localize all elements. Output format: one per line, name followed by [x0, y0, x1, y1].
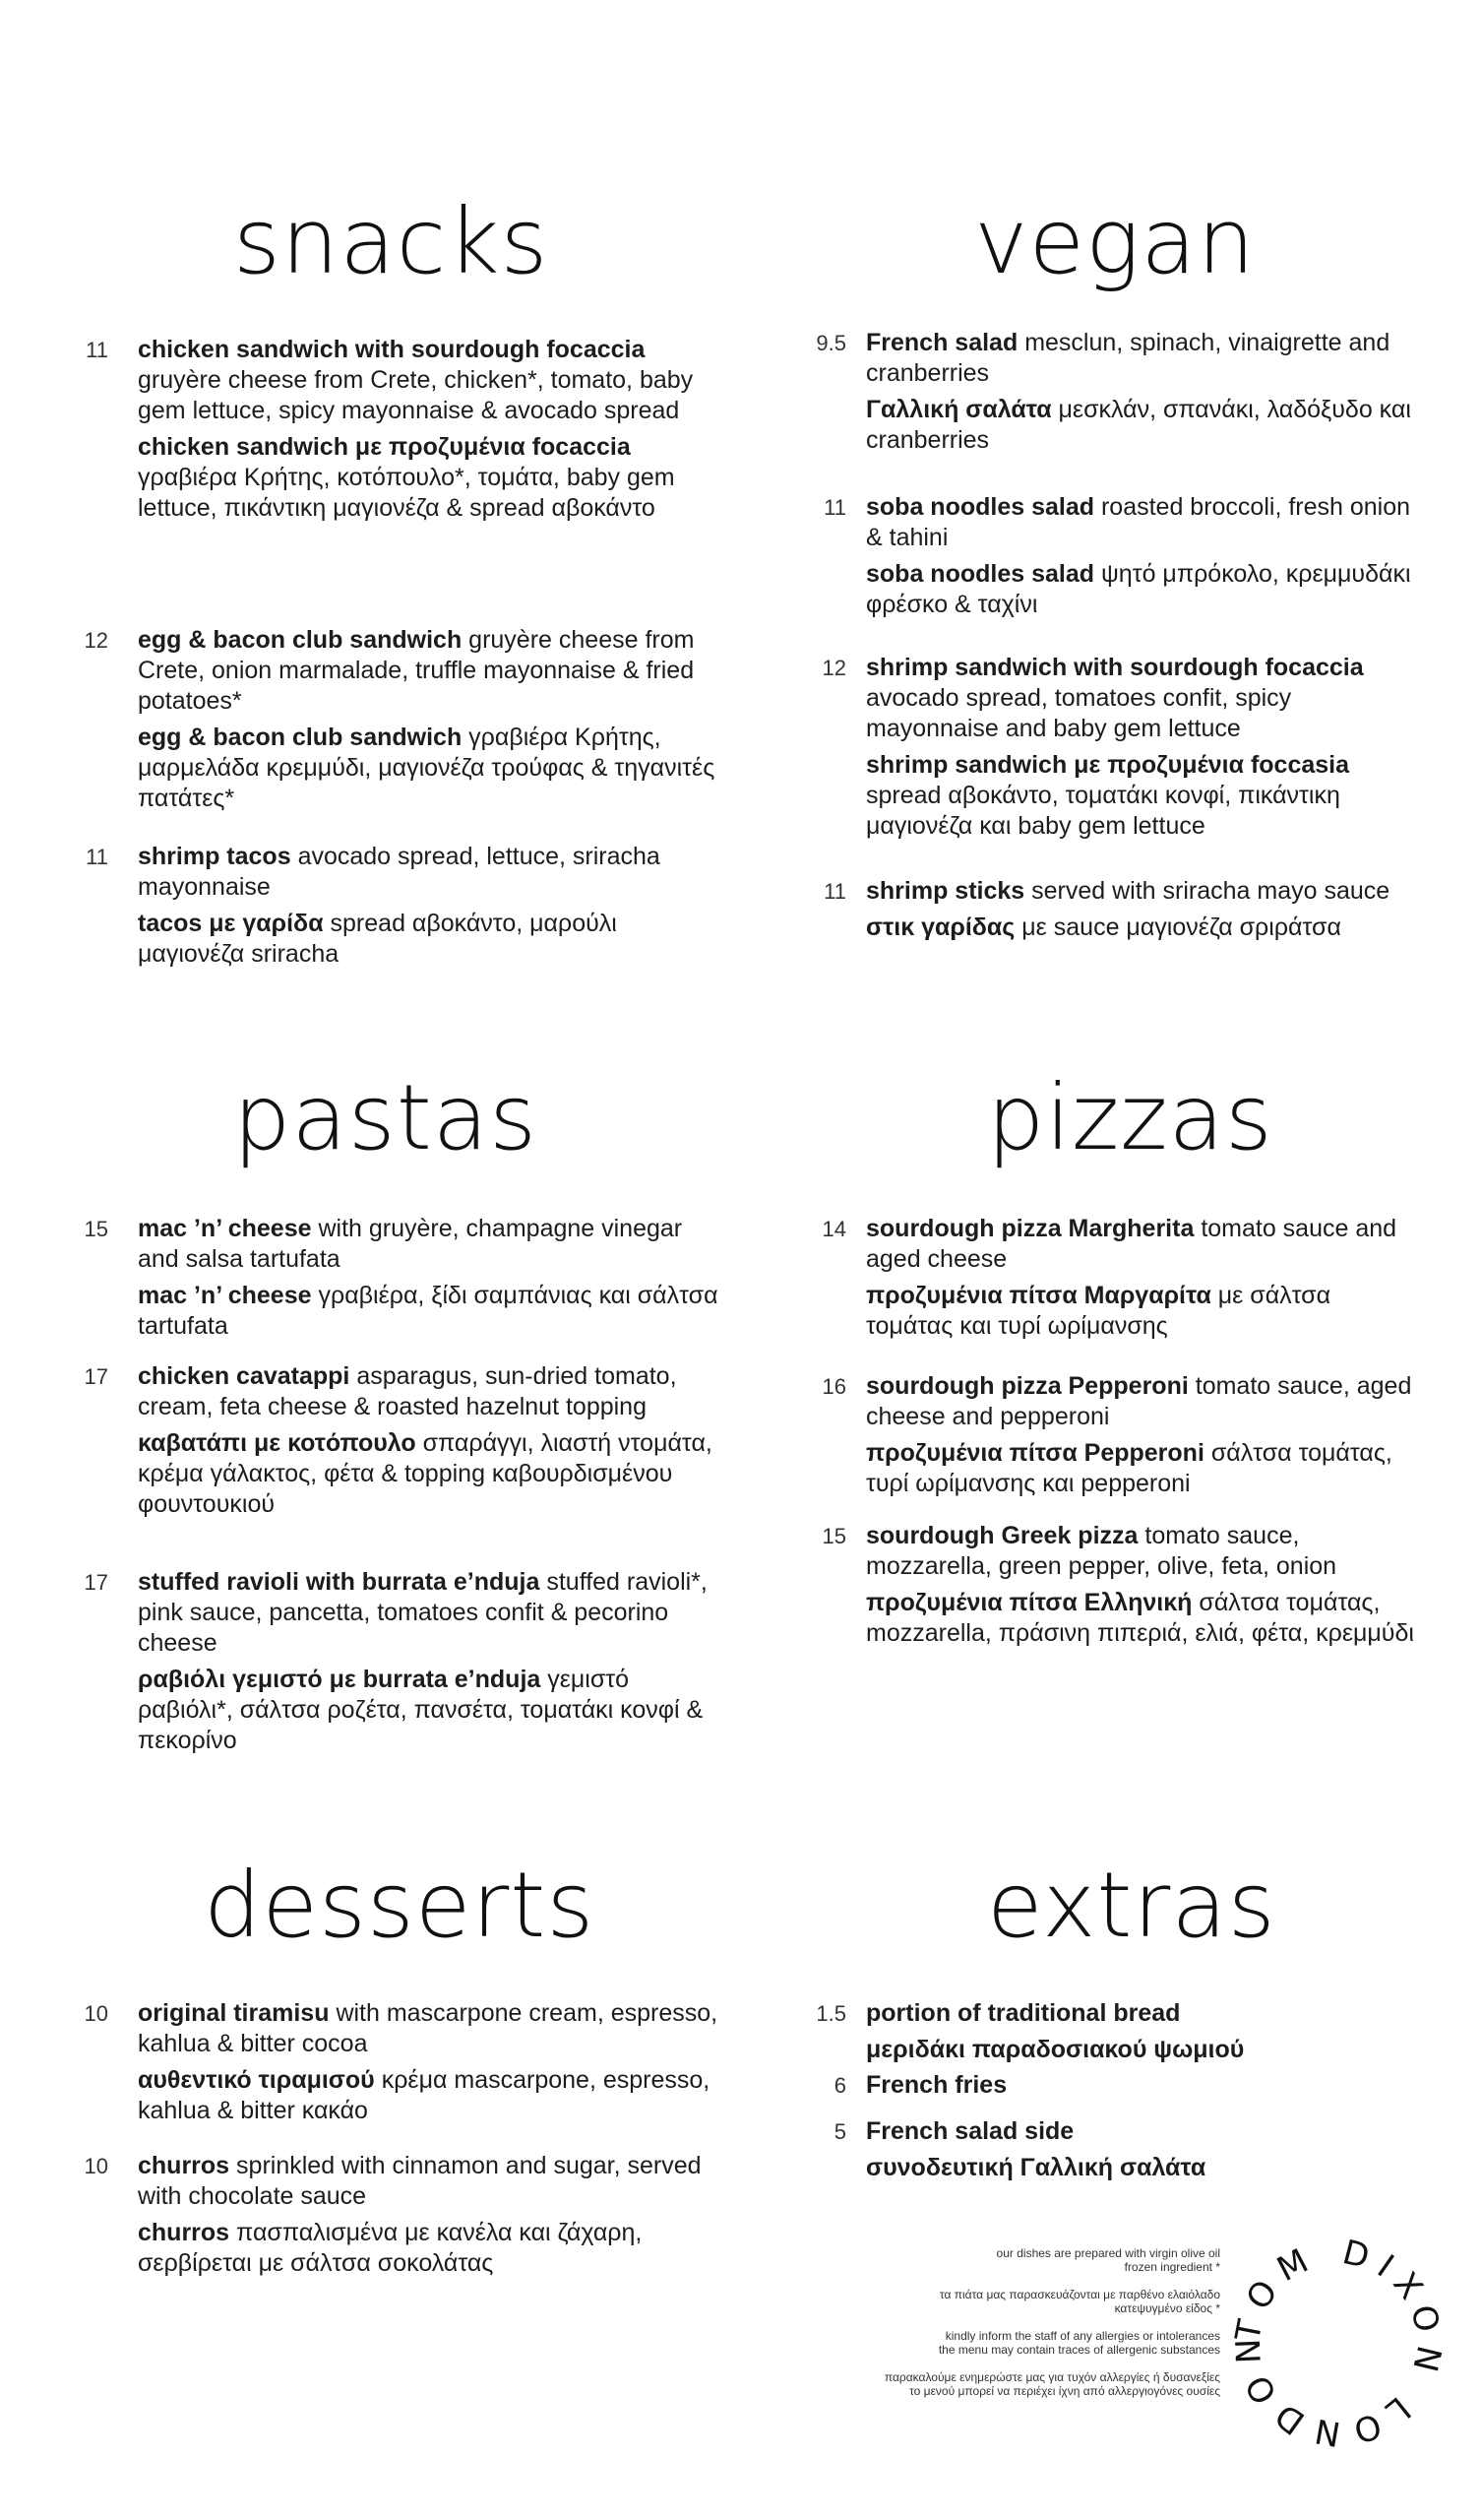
item-desc-en: gruyère cheese from Crete, onion marmalade, truffle mayonnaise & fried potatoes* [138, 626, 695, 715]
item-name-en: sourdough pizza Pepperoni [866, 1372, 1189, 1400]
item-name-en: stuffed ravioli with burrata e’nduja [138, 1568, 540, 1596]
item-name-en: sourdough Greek pizza [866, 1522, 1139, 1549]
item-name-gr: egg & bacon club sandwich [138, 724, 463, 751]
item-desc-gr: πασπαλισμένα με κανέλα και ζάχαρη, σερβίρεται με σάλτσα σοκολάτας [138, 2219, 643, 2277]
item-price: 17 [84, 1364, 108, 1389]
item-desc-en: avocado spread, tomatoes confit, spicy mayonnaise and baby gem lettuce [866, 684, 1292, 742]
item-name-en: French fries [866, 2071, 1008, 2099]
item-name-gr: shrimp sandwich με προζυμένια foccasia [866, 751, 1350, 779]
item-name-gr: mac ’n’ cheese [138, 1282, 312, 1309]
item-name-en: French salad side [866, 2117, 1075, 2145]
vegan-title: vegan [974, 189, 1256, 294]
item-name-gr: μεριδάκι παραδοσιακού ψωμιού [866, 2036, 1245, 2063]
note-line: our dishes are prepared with virgin olive oil [996, 2246, 1220, 2260]
pizzas-title: pizzas [987, 1065, 1273, 1170]
item-desc-en: roasted broccoli, fresh onion & tahini [866, 493, 1411, 551]
item-desc-gr: γεμιστό ραβιόλι*, σάλτσα ροζέτα, πανσέτα, τοματάκι κονφί & πεκορίνο [138, 1666, 704, 1754]
item-price: 12 [84, 628, 108, 653]
note-line: κατεψυγμένο είδος * [1114, 2301, 1220, 2315]
item-name-gr: tacos με γαρίδα [138, 910, 324, 937]
item-name-en: churros [138, 2152, 230, 2179]
note-line: kindly inform the staff of any allergies or intolerances [945, 2329, 1220, 2343]
item-name-en: egg & bacon club sandwich [138, 626, 463, 654]
item-price: 10 [84, 2001, 108, 2026]
item-name-gr: προζυμένια πίτσα Pepperoni [866, 1439, 1204, 1467]
item-price: 11 [824, 495, 846, 520]
item-desc-gr: γραβιέρα Κρήτης, μαρμελάδα κρεμμύδι, μαγιονέζα τρούφας & τηγανιτές πατάτες* [138, 724, 715, 812]
item-name-gr: ραβιόλι γεμιστό με burrata e’nduja [138, 1666, 541, 1693]
item-name-gr: συνοδευτική Γαλλική σαλάτα [866, 2154, 1206, 2181]
item-price: 15 [822, 1524, 846, 1548]
item-desc-en: tomato sauce and aged cheese [866, 1215, 1397, 1273]
item-desc-en: asparagus, sun-dried tomato, cream, feta cheese & roasted hazelnut topping [138, 1362, 677, 1420]
item-desc-gr: ψητό μπρόκολο, κρεμμυδάκι φρέσκο & ταχίνι [866, 560, 1411, 618]
item-price: 1.5 [816, 2001, 846, 2026]
svg-text:TOM DIXON LONDON [1228, 2233, 1449, 2453]
item-name-en: shrimp tacos [138, 843, 291, 870]
note-line: παρακαλούμε ενημερώστε μας για τυχόν αλλεργίες ή δυσανεξίες [884, 2370, 1220, 2384]
item-desc-en: tomato sauce, aged cheese and pepperoni [866, 1372, 1412, 1430]
item-desc-gr: σπαράγγι, λιαστή ντομάτα, κρέμα γάλακτος, φέτα & topping καβουρδισμένου φουντουκιού [138, 1429, 712, 1518]
item-price: 5 [834, 2119, 846, 2144]
item-desc-en: stuffed ravioli*, pink sauce, pancetta, tomatoes confit & pecorino cheese [138, 1568, 708, 1657]
item-desc-gr: με σάλτσα τομάτας και τυρί ωρίμανσης [866, 1282, 1331, 1340]
item-desc-gr: spread αβοκάντο, τοματάκι κονφί, πικάντικη μαγιονέζα και baby gem lettuce [866, 782, 1340, 840]
item-name-en: portion of traditional bread [866, 1999, 1181, 2027]
item-desc-en: with mascarpone cream, espresso, kahlua & bitter cocoa [138, 1999, 718, 2057]
item-desc-gr: σάλτσα τομάτας, τυρί ωρίμανσης και pepperoni [866, 1439, 1392, 1497]
item-name-gr: προζυμένια πίτσα Μαργαρίτα [866, 1282, 1211, 1309]
note-3 [768, 2329, 1220, 2357]
extras-title: extras [987, 1853, 1276, 1958]
item-name-en: chicken cavatappi [138, 1362, 350, 1390]
note-line: the menu may contain traces of allergenic substances [938, 2343, 1220, 2357]
tom-dixon-london-logo [1220, 2225, 1456, 2461]
item-desc-gr: με sauce μαγιονέζα σριράτσα [1021, 914, 1341, 941]
item-desc-en: with gruyère, champagne vinegar and salsa tartufata [138, 1215, 683, 1273]
item-desc-gr: γραβιέρα Κρήτης, κοτόπουλο*, τομάτα, baby gem lettuce, πικάντικη μαγιονέζα & spread αβοκάντο [138, 464, 675, 522]
note-line: frozen ingredient * [1124, 2260, 1220, 2274]
item-desc-en: tomato sauce, mozzarella, green pepper, olive, feta, onion [866, 1522, 1337, 1580]
item-name-en: soba noodles salad [866, 493, 1095, 521]
item-name-en: original tiramisu [138, 1999, 330, 2027]
item-name-gr: soba noodles salad [866, 560, 1095, 588]
item-price: 11 [86, 338, 108, 362]
item-name-gr: αυθεντικό τιραμισού [138, 2066, 375, 2094]
item-price: 17 [84, 1570, 108, 1595]
item-price: 6 [834, 2073, 846, 2098]
note-line: τα πιάτα μας παρασκευάζονται με παρθένο ελαιόλαδο [939, 2288, 1220, 2301]
item-price: 11 [86, 845, 108, 869]
item-name-gr: στικ γαρίδας [866, 914, 1016, 941]
pastas-title: pastas [233, 1065, 538, 1170]
item-price: 11 [824, 879, 846, 904]
notes [768, 2246, 1220, 2412]
desserts-title: desserts [204, 1853, 595, 1958]
item-name-en: shrimp sticks [866, 877, 1025, 905]
item-desc-gr: μεσκλάν, σπανάκι, λαδόξυδο και cranberries [866, 396, 1411, 454]
item-name-gr: chicken sandwich με προζυμένια focaccia [138, 433, 631, 461]
item-name-en: chicken sandwich with sourdough focaccia [138, 336, 646, 363]
note-1 [768, 2246, 1220, 2274]
item-name-en: shrimp sandwich with sourdough focaccia [866, 654, 1364, 681]
item-name-gr: Γαλλική σαλάτα [866, 396, 1052, 423]
item-price: 16 [822, 1374, 846, 1399]
item-desc-gr: σάλτσα τομάτας, mozzarella, πράσινη πιπεριά, ελιά, φέτα, κρεμμύδι [866, 1589, 1414, 1647]
item-desc-gr: γραβιέρα, ξίδι σαμπάνιας και σάλτσα tartufata [138, 1282, 718, 1340]
logo-text: TOM DIXON LONDON [1228, 2233, 1450, 2454]
item-desc-en: gruyère cheese from Crete, chicken*, tomato, baby gem lettuce, spicy mayonnaise & avocado spread [138, 366, 694, 424]
item-price: 15 [84, 1217, 108, 1241]
item-name-gr: churros [138, 2219, 230, 2246]
item-desc-gr: spread αβοκάντο, μαρούλι μαγιονέζα sriracha [138, 910, 617, 968]
item-name-gr: καβατάπι με κοτόπουλο [138, 1429, 416, 1457]
note-2 [768, 2288, 1220, 2315]
item-desc-gr: κρέμα mascarpone, espresso, kahlua & bitter κακάο [138, 2066, 710, 2124]
snacks-title: snacks [233, 189, 549, 294]
item-desc-en: sprinkled with cinnamon and sugar, served with chocolate sauce [138, 2152, 702, 2210]
item-desc-en: served with sriracha mayo sauce [1031, 877, 1390, 905]
item-name-en: French salad [866, 329, 1019, 356]
item-name-en: sourdough pizza Margherita [866, 1215, 1195, 1242]
item-price: 14 [822, 1217, 846, 1241]
item-name-en: mac ’n’ cheese [138, 1215, 312, 1242]
item-desc-en: avocado spread, lettuce, sriracha mayonnaise [138, 843, 660, 901]
note-line: το μενού μπορεί να περιέχει ίχνη από αλλεργιογόνες ουσίες [909, 2384, 1220, 2398]
note-4 [768, 2370, 1220, 2398]
item-name-gr: προζυμένια πίτσα Ελληνική [866, 1589, 1193, 1616]
item-price: 12 [822, 656, 846, 680]
item-price: 9.5 [816, 331, 846, 355]
item-desc-en: mesclun, spinach, vinaigrette and cranberries [866, 329, 1390, 387]
item-price: 10 [84, 2154, 108, 2178]
